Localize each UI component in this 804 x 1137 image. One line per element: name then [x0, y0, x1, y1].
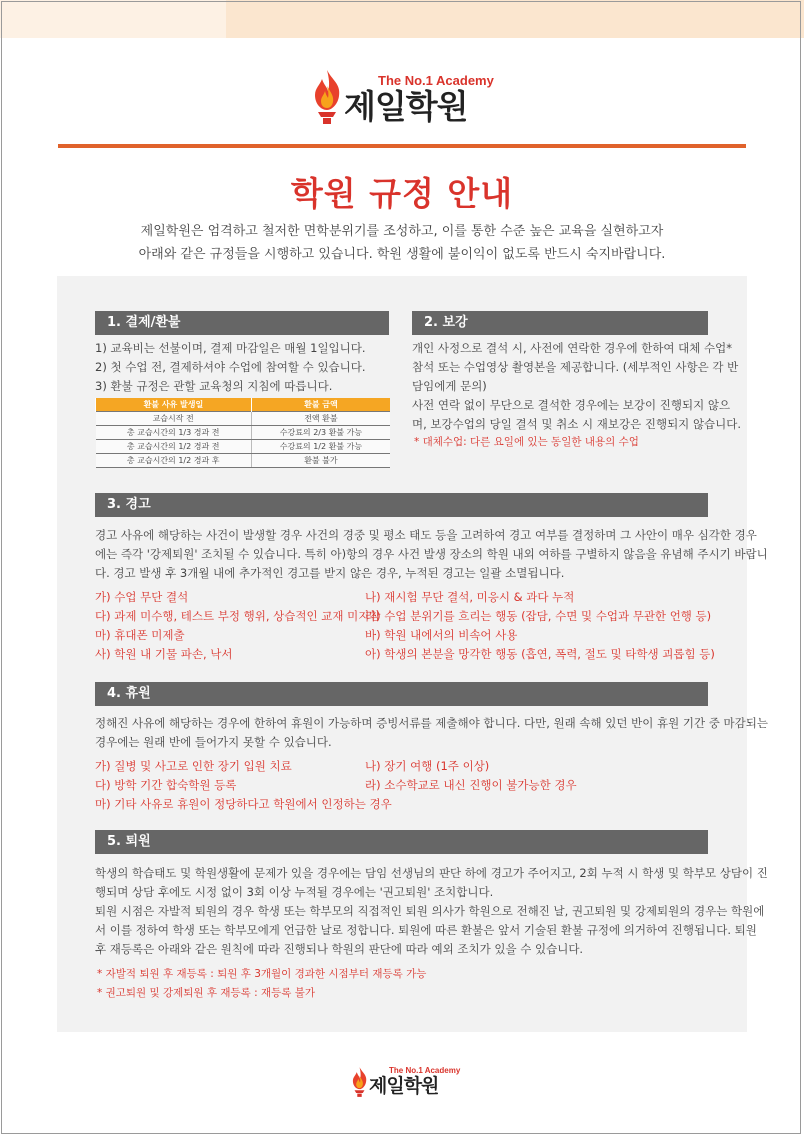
leave-item: 가) 질병 및 사고로 인한 장기 입원 치료: [95, 759, 292, 773]
footer-logo: [350, 1066, 460, 1098]
intro-line-2: 아래와 같은 규정들을 시행하고 있습니다. 학원 생활에 불이익이 없도록 반드시 숙지바랍니다.: [138, 247, 666, 262]
flame-torch-icon: [310, 68, 344, 126]
section-heading-warning: 3. 경고: [95, 493, 708, 517]
warning-item: 라) 수업 분위기를 흐리는 행동 (잡담, 수면 및 수업과 무관한 언행 등): [365, 609, 712, 623]
section-heading-payment: 1. 결제/환불: [95, 311, 389, 335]
refund-col-header-2: 환불 금액: [251, 398, 390, 412]
makeup-line-5: 며, 보강수업의 당일 결석 및 취소 시 재보강은 진행되지 않습니다.: [412, 417, 742, 431]
makeup-line-1: 개인 사정으로 결석 시, 사전에 연락한 경우에 한하여 대체 수업*: [412, 341, 733, 355]
makeup-line-2: 참석 또는 수업영상 촬영본을 제공합니다. (세부적인 사항은 각 반: [412, 360, 739, 374]
withdraw-note-1: * 자발적 퇴원 후 재등록 : 퇴원 후 3개월이 경과한 시점부터 재등록 가능: [97, 968, 427, 980]
withdraw-line-4: 서 이를 정하여 학생 또는 학부모에게 언급한 날로 정합니다. 퇴원에 따른 환불은 앞서 기술된 환불 규정에 의거하여 진행됩니다. 퇴원: [95, 923, 757, 937]
brand-tagline: The No.1 Academy: [389, 1066, 461, 1075]
warning-line-1: 경고 사유에 해당하는 사건이 발생할 경우 사건의 경중 및 평소 태도 등을 고려하여 경고 여부를 결정하며 그 사안이 매우 심각한 경우: [95, 528, 757, 542]
warning-line-2: 에는 즉각 '강제퇴원' 조치될 수 있습니다. 특히 아)항의 경우 사건 발생 장소의 학원 내외 여하를 구별하지 않음을 유념해 주시기 바랍니: [95, 547, 768, 561]
payment-line-2: 2) 첫 수업 전, 결제하셔야 수업에 참여할 수 있습니다.: [95, 360, 366, 374]
makeup-line-3: 담임에게 문의): [412, 379, 487, 393]
warning-item: 나) 재시험 무단 결석, 미응시 & 과다 누적: [365, 590, 575, 604]
withdraw-line-3: 퇴원 시점은 자발적 퇴원의 경우 학생 또는 학부모의 직접적인 퇴원 의사가 학원으로 전해진 날, 권고퇴원 및 강제퇴원의 경우는 학원에: [95, 904, 765, 918]
withdraw-line-2: 행되며 상담 후에도 시정 없이 3회 이상 누적될 경우에는 '권고퇴원' 조치합니다.: [95, 885, 494, 899]
table-row: [96, 412, 391, 426]
table-cell: 총 교습시간의 1/3 경과 전: [96, 426, 252, 440]
refund-table: [95, 398, 390, 468]
table-row: [96, 454, 391, 468]
table-row: [96, 440, 391, 454]
header-divider: [58, 144, 746, 148]
section-heading-leave: 4. 휴원: [95, 682, 708, 706]
leave-line-1: 정해진 사유에 해당하는 경우에 한하여 휴원이 가능하며 증빙서류를 제출해야 합니다. 다만, 원래 속해 있던 반이 휴원 기간 중 마감되는: [95, 716, 768, 730]
brand-tagline: The No.1 Academy: [378, 73, 494, 88]
warning-item: 마) 휴대폰 미제출: [95, 628, 185, 642]
leave-item: 다) 방학 기간 합숙학원 등록: [95, 778, 237, 792]
page-title: 학원 규정 안내: [290, 174, 514, 213]
table-cell: 수강료의 2/3 환불 가능: [251, 426, 390, 440]
table-cell: 전액 환불: [251, 412, 390, 426]
leave-item: 마) 기타 사유로 휴원이 정당하다고 학원에서 인정하는 경우: [95, 797, 392, 811]
payment-line-3: 3) 환불 규정은 관할 교육청의 지침에 따릅니다.: [95, 379, 333, 393]
warning-item: 다) 과제 미수행, 테스트 부정 행위, 상습적인 교재 미지참: [95, 609, 381, 623]
table-cell: 교습시작 전: [96, 412, 252, 426]
warning-item: 바) 학원 내에서의 비속어 사용: [365, 628, 518, 642]
section-heading-withdraw: 5. 퇴원: [95, 830, 708, 854]
withdraw-note-2: * 권고퇴원 및 강제퇴원 후 재등록 : 재등록 불가: [97, 987, 316, 999]
table-row: [96, 426, 391, 440]
leave-item: 나) 장기 여행 (1주 이상): [365, 759, 490, 773]
leave-line-2: 경우에는 원래 반에 들어가지 못할 수 있습니다.: [95, 735, 332, 749]
payment-line-1: 1) 교육비는 선불이며, 결제 마감일은 매월 1일입니다.: [95, 341, 366, 355]
leave-item: 라) 소수학교로 내신 진행이 불가능한 경우: [365, 778, 577, 792]
refund-table-header: [96, 398, 391, 412]
makeup-note: * 대체수업: 다른 요일에 있는 동일한 내용의 수업: [414, 436, 639, 448]
warning-item: 가) 수업 무단 결석: [95, 590, 189, 604]
withdraw-line-1: 학생의 학습태도 및 학원생활에 문제가 있을 경우에는 담임 선생님의 판단 하에 경고가 주어지고, 2회 누적 시 학생 및 학부모 상담이 진: [95, 866, 768, 880]
refund-col-header-1: 환불 사유 발생일: [96, 398, 252, 412]
header-logo: [310, 68, 494, 126]
table-cell: 총 교습시간의 1/2 경과 후: [96, 454, 252, 468]
table-cell: 환불 불가: [251, 454, 390, 468]
flame-torch-icon: [350, 1066, 369, 1098]
makeup-line-4: 사전 연락 없이 무단으로 결석한 경우에는 보강이 진행되지 않으: [412, 398, 731, 412]
brand-name: 제일학원: [369, 1075, 439, 1097]
table-cell: 총 교습시간의 1/2 경과 전: [96, 440, 252, 454]
section-heading-makeup: 2. 보강: [412, 311, 708, 335]
withdraw-line-5: 후 재등록은 아래와 같은 원칙에 따라 진행되나 학원의 판단에 따라 예외 조치가 있을 수 있습니다.: [95, 942, 584, 956]
warning-item: 아) 학생의 본분을 망각한 행동 (흡연, 폭력, 절도 및 타학생 괴롭힘 등): [365, 647, 715, 661]
warning-line-3: 다. 경고 발생 후 3개월 내에 추가적인 경고를 받지 않은 경우, 누적된 경고는 일괄 소멸됩니다.: [95, 566, 565, 580]
warning-item: 사) 학원 내 기물 파손, 낙서: [95, 647, 233, 661]
table-cell: 수강료의 1/2 환불 가능: [251, 440, 390, 454]
brand-name: 제일학원: [344, 87, 468, 126]
intro-line-1: 제일학원은 엄격하고 철저한 면학분위기를 조성하고, 이를 통한 수준 높은 교육을 실현하고자: [140, 224, 664, 239]
